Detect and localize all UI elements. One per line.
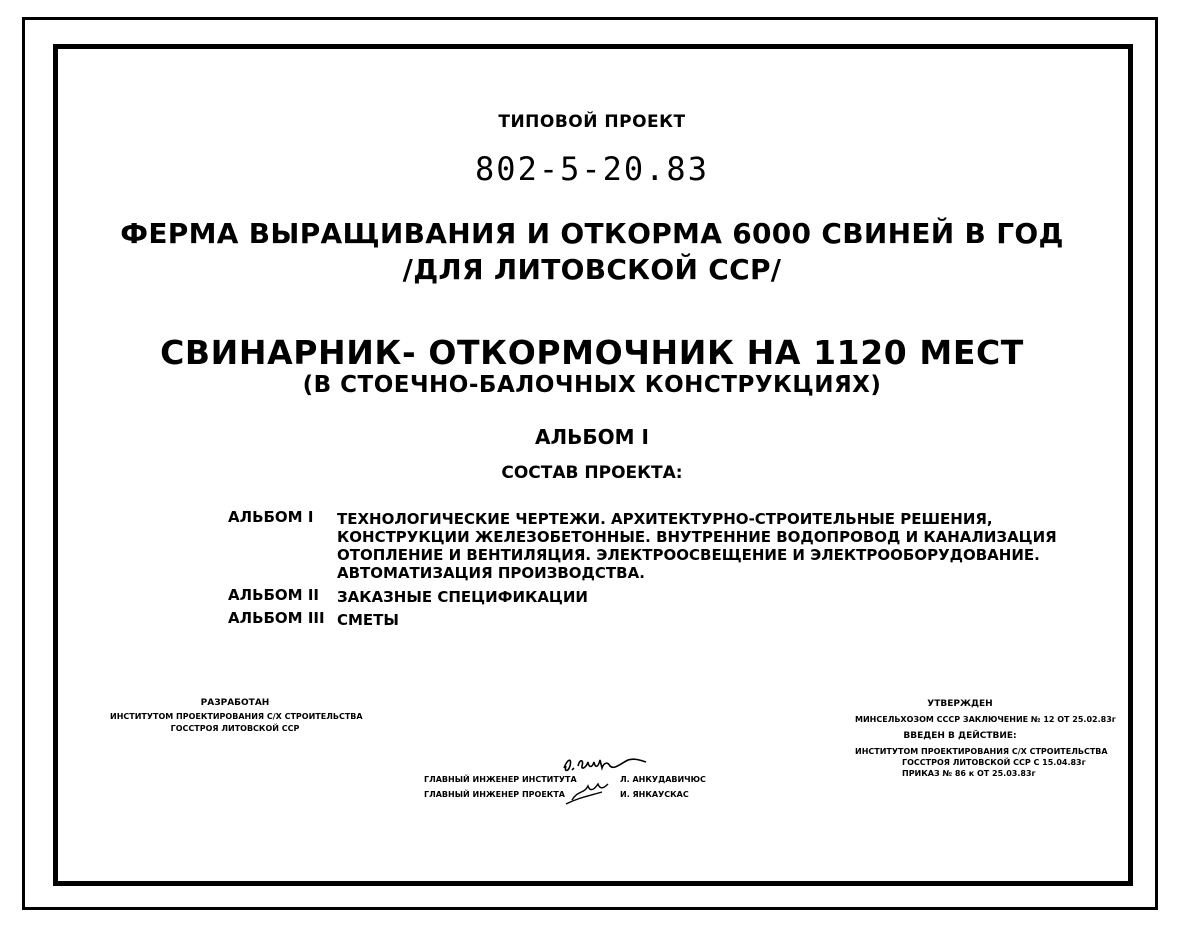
album-1-label: АЛЬБОМ I	[228, 508, 314, 526]
developed-line: ГОССТРОЯ ЛИТОВСКОЙ ССР	[170, 724, 300, 733]
project-type-label: ТИПОВОЙ ПРОЕКТ	[498, 112, 686, 132]
album-1-line: КОНСТРУКЦИИ ЖЕЛЕЗОБЕТОННЫЕ. ВНУТРЕННИЕ ВОДОПРОВОД И КАНАЛИЗАЦИЯ	[337, 528, 1057, 546]
farm-title: ФЕРМА ВЫРАЩИВАНИЯ И ОТКОРМА 6000 СВИНЕЙ В ГОД	[120, 217, 1064, 250]
album-1-line: ТЕХНОЛОГИЧЕСКИЕ ЧЕРТЕЖИ. АРХИТЕКТУРНО-СТРОИТЕЛЬНЫЕ РЕШЕНИЯ,	[337, 510, 993, 528]
signature-name: Л. АНКУДАВИЧЮС	[620, 775, 706, 784]
album-3-line: СМЕТЫ	[337, 611, 399, 629]
approved-line: МИНСЕЛЬХОЗОМ СССР ЗАКЛЮЧЕНИЕ № 12 ОТ 25.02.83г	[855, 715, 1116, 724]
album-2-label: АЛЬБОМ II	[228, 586, 319, 604]
farm-region: /ДЛЯ ЛИТОВСКОЙ ССР/	[402, 253, 782, 286]
signature-name: И. ЯНКАУСКАС	[620, 790, 689, 799]
signature-role: ГЛАВНЫЙ ИНЖЕНЕР ИНСТИТУТА	[424, 775, 577, 784]
composition-title: СОСТАВ ПРОЕКТА:	[501, 463, 683, 483]
album-2-line: ЗАКАЗНЫЕ СПЕЦИФИКАЦИИ	[337, 588, 588, 606]
handwritten-signatures	[558, 752, 658, 808]
approved-line: ПРИКАЗ № 86 к ОТ 25.03.83г	[902, 769, 1036, 778]
album-1-line: АВТОМАТИЗАЦИЯ ПРОИЗВОДСТВА.	[337, 564, 645, 582]
signature-role: ГЛАВНЫЙ ИНЖЕНЕР ПРОЕКТА	[424, 790, 565, 799]
object-title: СВИНАРНИК- ОТКОРМОЧНИК НА 1120 МЕСТ	[160, 333, 1024, 372]
approved-line: ИНСТИТУТОМ ПРОЕКТИРОВАНИЯ С/Х СТРОИТЕЛЬСТВА	[855, 747, 1108, 756]
approved-title: УТВЕРЖДЕН	[927, 699, 993, 709]
effective-title: ВВЕДЕН В ДЕЙСТВИЕ:	[903, 731, 1017, 741]
approved-line: ГОССТРОЯ ЛИТОВСКОЙ ССР С 15.04.83г	[902, 758, 1086, 767]
developed-line: ИНСТИТУТОМ ПРОЕКТИРОВАНИЯ С/Х СТРОИТЕЛЬСТВА	[110, 712, 363, 721]
project-number: 802-5-20.83	[475, 150, 709, 188]
album-1-line: ОТОПЛЕНИЕ И ВЕНТИЛЯЦИЯ. ЭЛЕКТРООСВЕЩЕНИЕ И ЭЛЕКТРООБОРУДОВАНИЕ.	[337, 546, 1040, 564]
album-title: АЛЬБОМ I	[535, 425, 649, 449]
developed-title: РАЗРАБОТАН	[200, 698, 270, 708]
album-3-label: АЛЬБОМ III	[228, 609, 325, 627]
object-subtitle: (В СТОЕЧНО-БАЛОЧНЫХ КОНСТРУКЦИЯХ)	[302, 372, 882, 398]
